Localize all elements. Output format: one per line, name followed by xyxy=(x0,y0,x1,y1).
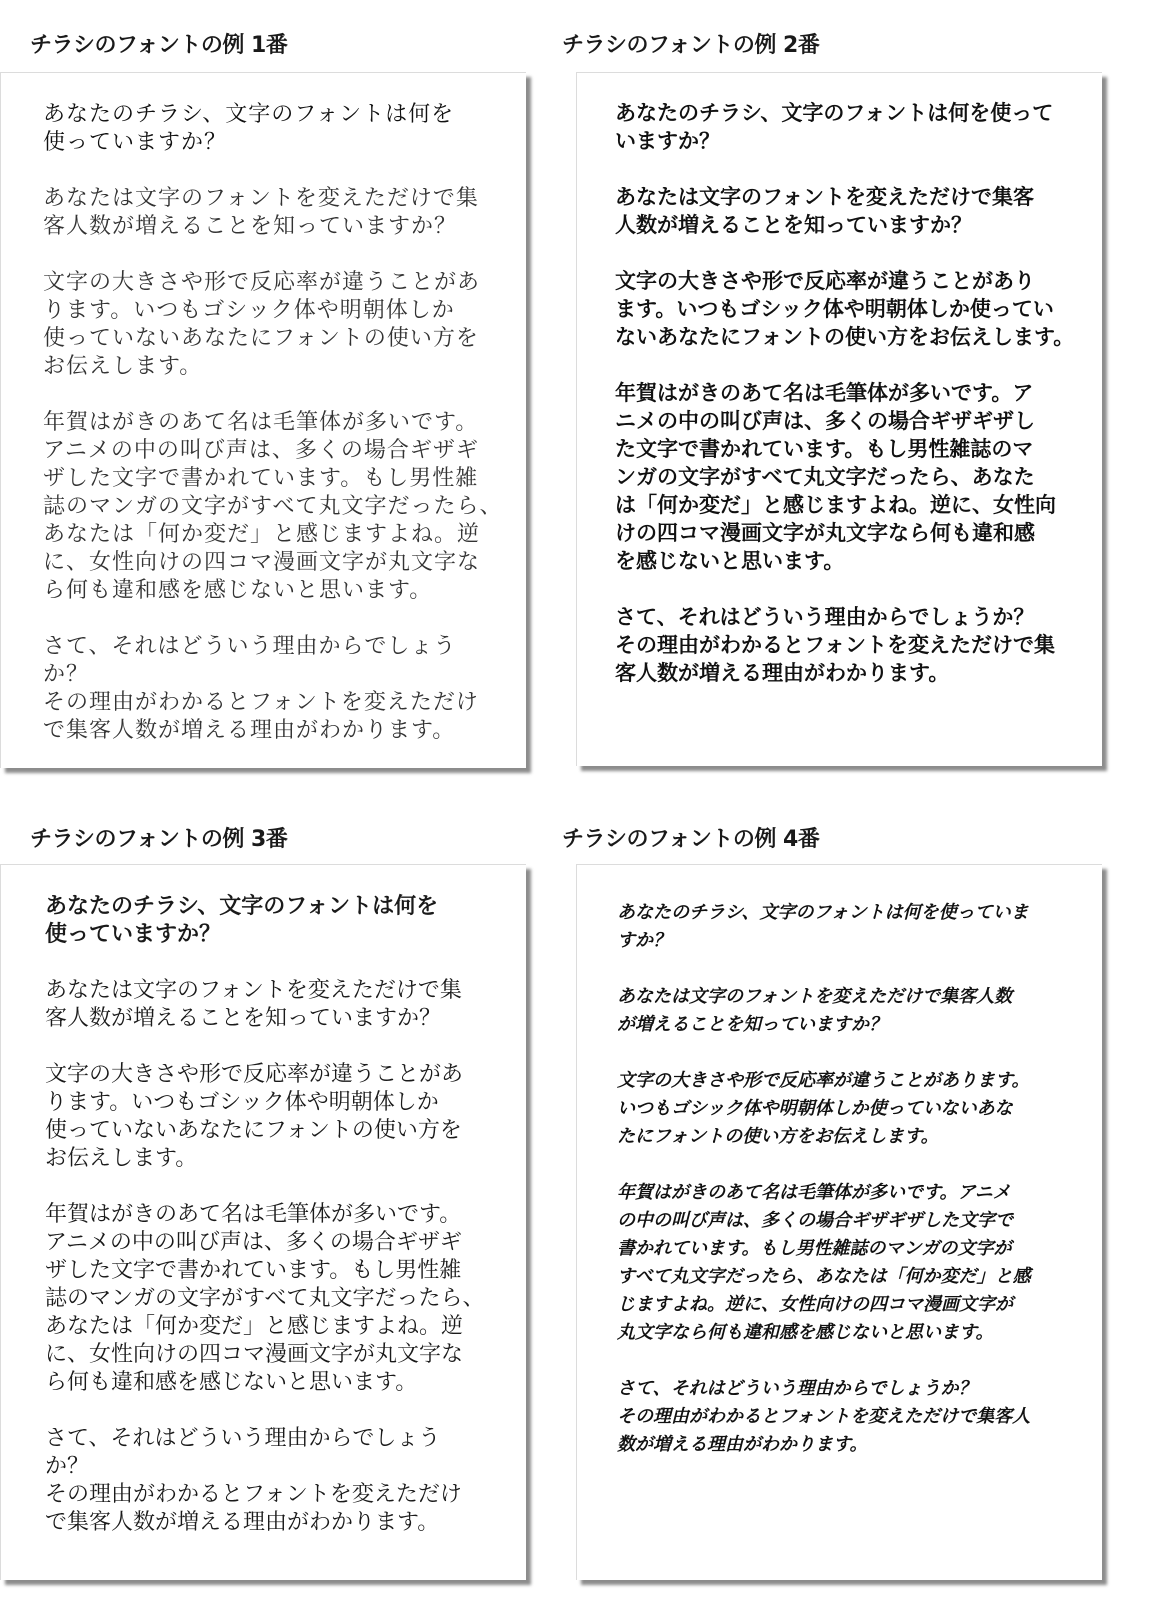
card-paragraph: あなたは文字のフォントを変えただけで集客人数 が増えることを知っていますか？ xyxy=(617,986,1013,1035)
example-title: チラシのフォントの例 3番 xyxy=(30,827,288,852)
flyer-card xyxy=(0,864,526,1580)
card-paragraph: 年賀はがきのあて名は毛筆体が多いです。 アニメの中の叫び声は、多くの場合ギザギ ザした文字で書かれています。もし男性雑 誌のマンガの文字がすべて丸文字だったら、 あなたは「何か変だ」と感じますよね。逆 に、女性向けの四コマ漫画文字が丸文字な ら何も違和感を感じないと思います。 xyxy=(43,410,503,603)
example-title: チラシのフォントの例 1番 xyxy=(30,33,288,58)
card-heading: あなたのチラシ、文字のフォントは何を 使っていますか？ xyxy=(45,894,439,947)
card-paragraph: 年賀はがきのあて名は毛筆体が多いです。ア ニメの中の叫び声は、多くの場合ギザギザし た文字で書かれています。もし男性雑誌のマ ンガの文字がすべて丸文字だったら、あなた は「何か変だ」と感じますよね。逆に、女性向 けの四コマ漫画文字が丸文字なら何も違和感 を感じないと思います。 xyxy=(615,381,1056,573)
card-paragraph: 文字の大きさや形で反応率が違うことがあり ます。いつもゴシック体や明朝体しか使ってい ないあなたにフォントの使い方をお伝えします。 xyxy=(615,269,1075,349)
card-paragraph: あなたは文字のフォントを変えただけで集客 人数が増えることを知っていますか？ xyxy=(615,185,1034,237)
card-heading: あなたのチラシ、文字のフォントは何を使って いますか？ xyxy=(615,101,1054,153)
flyer-card xyxy=(0,72,526,768)
card-paragraph: さて、それはどういう理由からでしょう か？ その理由がわかるとフォントを変えただけ で集客人数が増える理由がわかります。 xyxy=(43,634,479,743)
card-paragraph: あなたは文字のフォントを変えただけで集 客人数が増えることを知っていますか？ xyxy=(43,186,479,239)
font-example-4 xyxy=(562,822,1122,1592)
flyer-card xyxy=(576,864,1102,1580)
example-title: チラシのフォントの例 4番 xyxy=(562,827,820,852)
card-paragraph: さて、それはどういう理由からでしょうか？ その理由がわかるとフォントを変えただけで集客人 数が増える理由がわかります。 xyxy=(617,1378,1031,1455)
font-example-3 xyxy=(30,822,540,1592)
example-title: チラシのフォントの例 2番 xyxy=(562,33,820,58)
card-paragraph: 文字の大きさや形で反応率が違うことがあります。 いつもゴシック体や明朝体しか使っていないあな たにフォントの使い方をお伝えします。 xyxy=(617,1070,1030,1147)
card-paragraph: 文字の大きさや形で反応率が違うことがあ ります。いつもゴシック体や明朝体しか 使っていないあなたにフォントの使い方を お伝えします。 xyxy=(43,270,481,379)
card-paragraph: 年賀はがきのあて名は毛筆体が多いです。 アニメの中の叫び声は、多くの場合ギザギ ザした文字で書かれています。もし男性雑 誌のマンガの文字がすべて丸文字だったら、 あなたは「何か変だ」と感じますよね。逆 に、女性向けの四コマ漫画文字が丸文字な ら何も違和感を感じないと思います。 xyxy=(45,1202,485,1395)
font-example-2 xyxy=(562,28,1122,788)
flyer-card xyxy=(576,72,1102,766)
font-example-1 xyxy=(30,28,540,788)
card-heading: あなたのチラシ、文字のフォントは何を使っていま すか？ xyxy=(617,902,1029,951)
card-paragraph: 年賀はがきのあて名は毛筆体が多いです。アニメ の中の叫び声は、多くの場合ギザギザした文字で 書かれています。もし男性雑誌のマンガの文字が すべて丸文字だったら、あなたは「何か変だ」と感 じますよね。逆に、女性向けの四コマ漫画文字が 丸文字なら何も違和感を感じないと思います。 xyxy=(617,1182,1031,1343)
card-paragraph: 文字の大きさや形で反応率が違うことがあ ります。いつもゴシック体や明朝体しか 使っていないあなたにフォントの使い方を お伝えします。 xyxy=(45,1062,464,1171)
card-heading: あなたのチラシ、文字のフォントは何を 使っていますか？ xyxy=(43,102,455,155)
card-paragraph: さて、それはどういう理由からでしょうか？ その理由がわかるとフォントを変えただけで集 客人数が増える理由がわかります。 xyxy=(615,605,1055,685)
card-paragraph: あなたは文字のフォントを変えただけで集 客人数が増えることを知っていますか？ xyxy=(45,978,462,1031)
card-paragraph: さて、それはどういう理由からでしょう か？ その理由がわかるとフォントを変えただけ で集客人数が増える理由がわかります。 xyxy=(45,1426,462,1535)
